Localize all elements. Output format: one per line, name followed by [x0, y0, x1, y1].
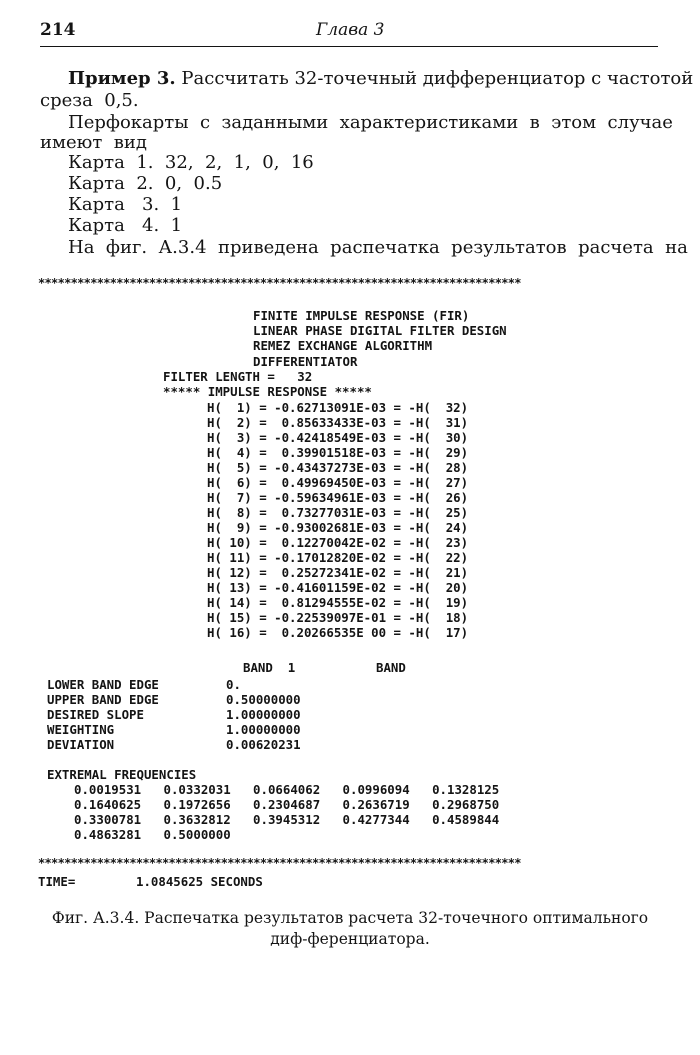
band-label: LOWER BAND EDGE: [47, 677, 159, 692]
band-value: 0.50000000: [226, 692, 301, 707]
impulse-row: H( 6) = 0.49969450E-03 = -H( 27): [207, 475, 469, 490]
time-value: 1.0845625 SECONDS: [136, 874, 263, 889]
impulse-row: H( 8) = 0.73277031E-03 = -H( 25): [207, 505, 469, 520]
extremal-row: 0.1640625 0.1972656 0.2304687 0.2636719 0.2968750: [74, 797, 500, 812]
impulse-row: H( 13) = -0.41601159E-02 = -H( 20): [207, 580, 469, 595]
impulse-row: H( 3) = -0.42418549E-03 = -H( 30): [207, 430, 469, 445]
extremal-frequencies-header: EXTREMAL FREQUENCIES: [47, 767, 197, 782]
band-label: UPPER BAND EDGE: [47, 692, 159, 707]
figure-caption: Фиг. А.3.4. Распечатка результатов расчета 32-точечного оптимального диф-ференциатора.: [51, 909, 649, 948]
impulse-response-table: [207, 400, 468, 640]
star-separator-top: **************************************************************************: [38, 276, 521, 290]
punch-line-2: имеют вид: [40, 132, 147, 153]
band-value: 0.00620231: [226, 737, 301, 752]
example-line-1: [68, 68, 693, 90]
extremal-row: 0.3300781 0.3632812 0.3945312 0.4277344 0.4589844: [74, 812, 500, 827]
band-value: 1.00000000: [226, 707, 301, 722]
band-value: 0.: [226, 677, 241, 692]
band-value: 1.00000000: [226, 722, 301, 737]
impulse-row: H( 2) = 0.85633433E-03 = -H( 31): [207, 415, 469, 430]
card-line: Карта 4. 1: [68, 215, 183, 236]
time-label: TIME=: [38, 874, 76, 889]
example-label: Пример 3.: [68, 68, 176, 89]
running-head: Глава 3: [316, 20, 385, 40]
impulse-row: H( 9) = -0.93002681E-03 = -H( 24): [207, 520, 469, 535]
impulse-row: H( 7) = -0.59634961E-03 = -H( 26): [207, 490, 469, 505]
card-line: Карта 2. 0, 0.5: [68, 173, 223, 194]
impulse-row: H( 12) = 0.25272341E-02 = -H( 21): [207, 565, 469, 580]
punch-line-1: Перфокарты с заданными характеристиками в этом случае: [68, 112, 673, 133]
card-line: Карта 1. 32, 2, 1, 0, 16: [68, 152, 314, 173]
band-label: DESIRED SLOPE: [47, 707, 144, 722]
impulse-response-header: ***** IMPULSE RESPONSE *****: [163, 384, 372, 399]
band-label: WEIGHTING: [47, 722, 115, 737]
extremal-row: 0.4863281 0.5000000: [74, 827, 231, 842]
impulse-row: H( 16) = 0.20266535E 00 = -H( 17): [207, 625, 469, 640]
impulse-row: H( 11) = -0.17012820E-02 = -H( 22): [207, 550, 469, 565]
impulse-row: H( 4) = 0.39901518E-03 = -H( 29): [207, 445, 469, 460]
card-line: Карта 3. 1: [68, 194, 183, 215]
star-separator-bottom: **************************************************************************: [38, 856, 521, 870]
example-text: Рассчитать 32-точечный дифференциатор с частотой: [175, 68, 694, 89]
band-header-2: BAND: [376, 660, 406, 675]
header-rule: [40, 46, 658, 47]
impulse-row: H( 5) = -0.43437273E-03 = -H( 28): [207, 460, 469, 475]
example-line-2: среза 0,5.: [40, 90, 139, 111]
filter-length: FILTER LENGTH = 32: [163, 369, 313, 384]
impulse-row: H( 14) = 0.81294555E-02 = -H( 19): [207, 595, 469, 610]
printout-title: LINEAR PHASE DIGITAL FILTER DESIGN: [253, 323, 507, 338]
page-number: 214: [40, 20, 76, 40]
impulse-row: H( 10) = 0.12270042E-02 = -H( 23): [207, 535, 469, 550]
impulse-row: H( 15) = -0.22539097E-01 = -H( 18): [207, 610, 469, 625]
printout-title: DIFFERENTIATOR: [253, 354, 358, 369]
band-label: DEVIATION: [47, 737, 115, 752]
figure-reference: На фиг. А.3.4 приведена распечатка результатов расчета на: [68, 237, 688, 258]
extremal-row: 0.0019531 0.0332031 0.0664062 0.0996094 0.1328125: [74, 782, 500, 797]
printout-title: REMEZ EXCHANGE ALGORITHM: [253, 338, 433, 353]
printout-title: FINITE IMPULSE RESPONSE (FIR): [253, 308, 470, 323]
impulse-row: H( 1) = -0.62713091E-03 = -H( 32): [207, 400, 469, 415]
band-header-1: BAND 1: [243, 660, 296, 675]
